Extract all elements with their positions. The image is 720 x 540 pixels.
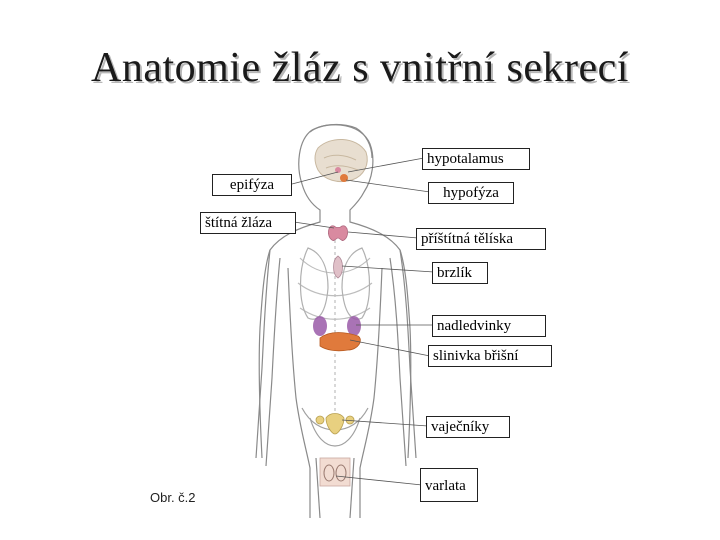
label-varlata: varlata bbox=[420, 468, 478, 502]
label-brzlik: brzlík bbox=[432, 262, 488, 284]
label-epifyza: epifýza bbox=[212, 174, 292, 196]
page-title: Anatomie žláz s vnitřní sekrecí bbox=[91, 45, 629, 91]
label-nadledvinky: nadledvinky bbox=[432, 315, 546, 337]
label-hypotalamus: hypotalamus bbox=[422, 148, 530, 170]
label-pristitna-teliska: příštítná tělíska bbox=[416, 228, 546, 250]
label-stitna-zlaza: štítná žláza bbox=[200, 212, 296, 234]
label-vajecniky: vaječníky bbox=[426, 416, 510, 438]
label-slinivka-brisni: slinivka břišní bbox=[428, 345, 552, 367]
label-hypofyza: hypofýza bbox=[428, 182, 514, 204]
figure-caption: Obr. č.2 bbox=[150, 490, 196, 505]
